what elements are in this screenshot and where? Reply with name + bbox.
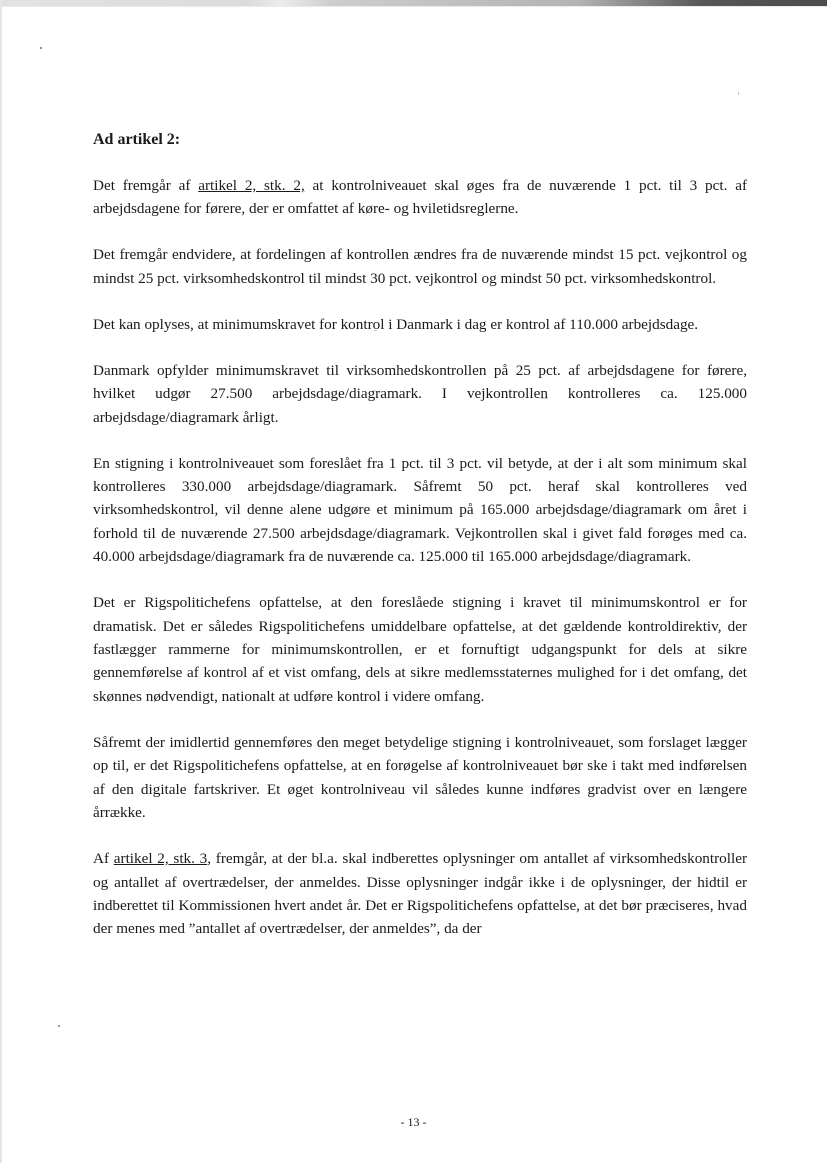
paragraph [93, 174, 747, 221]
scan-speck [40, 47, 42, 49]
paragraph-text: at kontrolniveauet skal øges fra de nuværende 1 pct. til 3 pct. af arbejdsdagene for førere, der er omfattet af køre- og hviletidsreglerne. [93, 177, 748, 218]
paragraph-text: Af [93, 850, 114, 868]
section-heading: Ad artikel 2: [93, 131, 181, 148]
paragraph: Danmark opfylder minimumskravet til virksomhedskontrollen på 25 pct. af arbejdsdagene for førere, hvilket udgør 27.500 arbejdsdage/diagramark. I vejkontrollen kontrolleres ca. 125.000 arbejdsdage/diagramark årligt. [93, 361, 747, 426]
paragraph [93, 847, 747, 941]
paragraph-text: Det fremgår af [93, 177, 199, 194]
paragraph: En stigning i kontrolniveauet som foreslået fra 1 pct. til 3 pct. vil betyde, at der i alt som minimum skal kontrolleres 330.000 arbejdsdage/diagramark. Såfremt 50 pct. heraf skal kontrolleres ved virksomhedskontrol, vil denne alene udgøre et minimum på 165.000 arbejdsdage/diagramark om året i forhold til de nuværende 27.500 arbejdsdage/diagramark. Vejkontrollen skal i givet fald forøges med ca. 40.000 arbejdsdage/diagramark fra de nuværende ca. 125.000 til 165.000 arbejdsdage/diagramark. [93, 454, 747, 566]
paragraph: Såfremt der imidlertid gennemføres den meget betydelige stigning i kontrolniveauet, som forslaget lægger op til, er det Rigspolitichefens opfattelse, at en forøgelse af kontrolniveauet bør ske i takt med indførelsen af den digitale fartskriver. Et øget kontrolniveau vil således kunne indføres gradvist over en længere årrække. [93, 733, 747, 822]
paragraph: Det er Rigspolitichefens opfattelse, at den foreslåede stigning i kravet til minimumskontrol er for dramatisk. Det er således Rigspolitichefens umiddelbare opfattelse, at det gældende kontroldirektiv, der fastlægger rammerne for minimumskontrollen, er et fornuftigt udgangspunkt for dels at sikre gennemførelse af kontrol af et vist omfang, dels at sikre medlemsstaternes mulighed for i det omfang, det skønnes nødvendigt, nationalt at udføre kontrol i videre omfang. [93, 594, 747, 705]
scan-edge-left [0, 0, 2, 1163]
scan-speck [738, 92, 739, 95]
document-body [93, 128, 747, 963]
paragraph: Det kan oplyses, at minimumskravet for kontrol i Danmark i dag er kontrol af 110.000 arbejdsdage. [93, 315, 699, 333]
paragraph-text: , fremgår, at der bl.a. skal indberettes oplysninger om antallet af virksomhedskontroller og antallet af overtrædelser, der anmeldes. Disse oplysninger indgår ikke i de oplysninger, der hidtil er indberettet til Kommissionen hvert andet år. Det er Rigspolitichefens opfattelse, at det bør præciseres, hvad der menes med ”antallet af overtrædelser, der anmeldes”, da der [93, 850, 748, 938]
article-reference-link: artikel 2, stk. 3 [113, 850, 208, 868]
page-number: - 13 - [400, 1115, 427, 1129]
paragraph: Det fremgår endvidere, at fordelingen af kontrollen ændres fra de nuværende mindst 15 pct. vejkontrol og mindst 25 pct. virksomhedskontrol til mindst 30 pct. vejkontrol og mindst 50 pct. virksomhedskontrol. [93, 246, 747, 287]
scan-edge-top-line [0, 6, 827, 7]
article-reference-link: artikel 2, stk. 2, [198, 177, 305, 194]
scan-speck [58, 1025, 60, 1027]
